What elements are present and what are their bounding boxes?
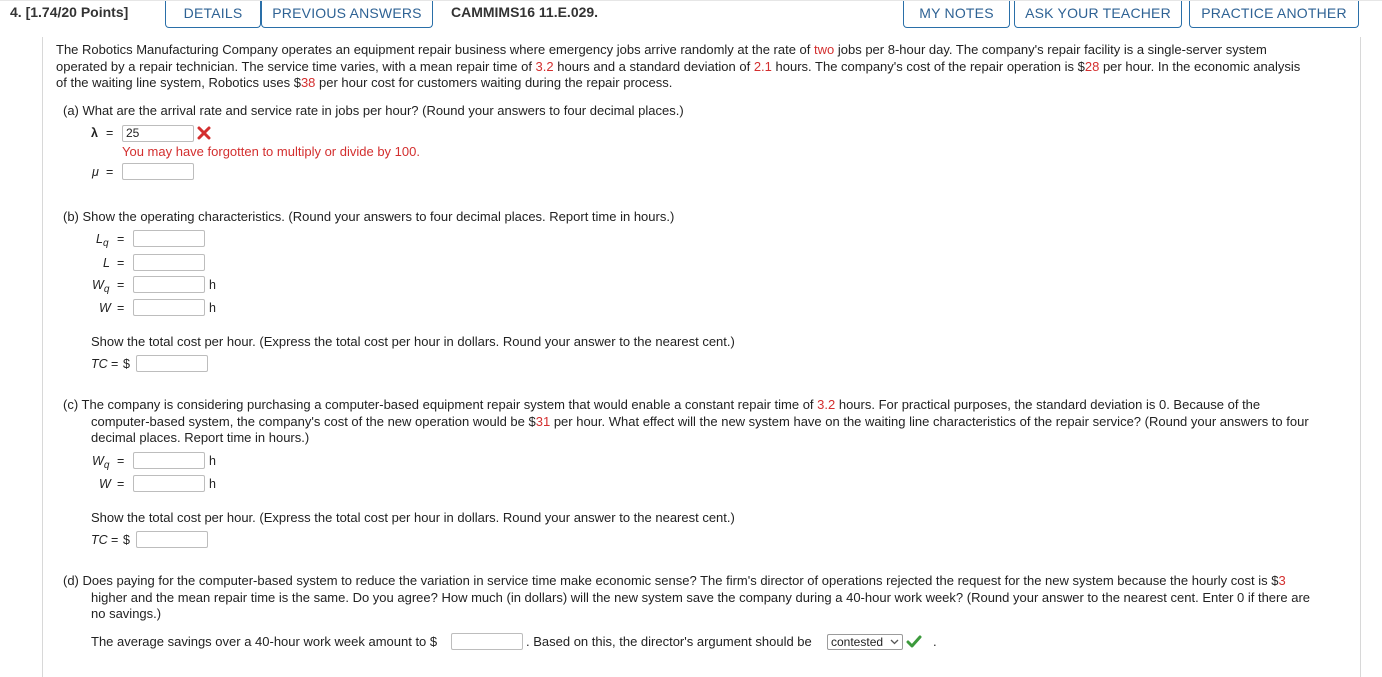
text: The Robotics Manufacturing Company operates an equipment repair business where emergency jobs arrive randomly at the rate of <box>56 42 815 57</box>
lq-subscript: q <box>102 238 109 249</box>
wq-letter: W <box>92 278 104 292</box>
wq-subscript: q <box>103 460 110 471</box>
equals: = <box>117 301 125 315</box>
incorrect-x-icon <box>197 125 211 141</box>
text: of the waiting line system, Robotics uses $ <box>56 75 301 90</box>
equals: = <box>117 454 125 468</box>
mu-input[interactable] <box>122 163 194 180</box>
part-d-line-2: higher and the mean repair time is the same. Do you agree? How much (in dollars) will the new system save the company during a 40-hour work week? (Round your answer to the nearest cent. Enter 0 if there are <box>91 589 1310 605</box>
mu-label: μ <box>92 165 99 179</box>
wq-subscript: q <box>103 284 110 295</box>
part-d-line-3: no savings.) <box>91 606 162 621</box>
text: jobs per 8-hour day. The company's repair facility is a single-server system <box>834 42 1267 57</box>
text: computer-based system, the company's cost of the new operation would be $ <box>91 413 536 429</box>
equals: = <box>117 232 125 246</box>
question-number-points: 4. [1.74/20 Points] <box>10 4 129 20</box>
lambda-label: λ <box>91 126 98 140</box>
param-cost: 28 <box>1084 58 1100 74</box>
tc-input-c[interactable] <box>136 531 208 548</box>
argument-select[interactable] <box>827 634 903 650</box>
text: per hour. What effect will the new system have on the waiting line characteristics of the repair service? (Round your answers to four <box>550 413 1309 429</box>
intro-line-1 <box>56 42 1267 59</box>
equals: = <box>111 533 119 547</box>
part-c-line-1 <box>63 397 1260 414</box>
equals: = <box>117 256 125 270</box>
equals: = <box>106 126 114 140</box>
unit-hours: h <box>209 477 216 491</box>
unit-hours: h <box>209 454 216 468</box>
equals: = <box>117 278 125 292</box>
end-period: . <box>933 634 937 649</box>
my-notes-button[interactable]: MY NOTES <box>903 1 1010 28</box>
argument-selected-value: contested <box>831 635 884 649</box>
text: hours. For practical purposes, the standard deviation is 0. Because of the <box>835 397 1261 412</box>
intro-line-3 <box>56 75 672 92</box>
l-input[interactable] <box>133 254 205 271</box>
chevron-down-icon <box>890 635 899 652</box>
param-sd: 2.1 <box>753 58 772 74</box>
wq-input-c[interactable] <box>133 452 205 469</box>
param-arrival: two <box>814 42 835 57</box>
wq-label <box>92 454 110 471</box>
param-new-cost: 31 <box>535 413 551 429</box>
param-repair-time: 3.2 <box>817 397 836 412</box>
intro-line-2 <box>56 59 1300 76</box>
previous-answers-button[interactable]: PREVIOUS ANSWERS <box>261 1 433 28</box>
details-button[interactable]: DETAILS <box>165 1 261 28</box>
savings-input[interactable] <box>451 633 523 650</box>
text: (d) Does paying for the computer-based system to reduce the variation in service time make economic sense? The firm's director of operations rejected the request for the new system because the hourly cost is $ <box>63 573 1279 588</box>
dollar-sign: $ <box>123 357 130 371</box>
lambda-input[interactable]: 25 <box>122 125 194 142</box>
tc-label: TC <box>91 357 108 371</box>
lq-label <box>96 232 109 249</box>
ask-teacher-button[interactable]: ASK YOUR TEACHER <box>1014 1 1182 28</box>
l-label: L <box>103 256 110 270</box>
text: hours and a standard deviation of <box>553 58 754 74</box>
question-header-bar <box>0 0 1382 39</box>
equals: = <box>106 165 114 179</box>
part-b-question: (b) Show the operating characteristics. (Round your answers to four decimal places. Report time in hours.) <box>63 209 675 224</box>
equals: = <box>111 357 119 371</box>
text: (c) The company is considering purchasing a computer-based equipment repair system that would enable a constant repair time of <box>63 397 818 412</box>
savings-prefix: The average savings over a 40-hour work week amount to $ <box>91 634 438 649</box>
part-a-question: (a) What are the arrival rate and service rate in jobs per hour? (Round your answers to four decimal places.) <box>63 103 684 118</box>
unit-hours: h <box>209 301 216 315</box>
error-message: You may have forgotten to multiply or divide by 100. <box>122 144 420 159</box>
part-c-line-3: decimal places. Report time in hours.) <box>91 430 310 445</box>
w-label: W <box>99 301 111 315</box>
text: hours. The company's cost of the repair operation is $ <box>771 58 1085 74</box>
w-input-c[interactable] <box>133 475 205 492</box>
w-input[interactable] <box>133 299 205 316</box>
equals: = <box>117 477 125 491</box>
lq-letter: L <box>96 232 103 246</box>
argument-prefix: . Based on this, the director's argument should be <box>526 634 812 649</box>
part-c-tc-prompt: Show the total cost per hour. (Express the total cost per hour in dollars. Round your answer to the nearest cent.) <box>91 510 735 525</box>
unit-hours: h <box>209 278 216 292</box>
correct-check-icon <box>906 635 922 649</box>
lq-input[interactable] <box>133 230 205 247</box>
param-cost-diff: 3 <box>1278 573 1286 588</box>
wq-letter: W <box>92 454 104 468</box>
part-c-line-2 <box>91 414 1309 431</box>
wq-label <box>92 278 110 295</box>
text: operated by a repair technician. The service time varies, with a mean repair time of <box>56 58 536 74</box>
question-id: CAMMIMS16 11.E.029. <box>451 4 599 20</box>
text: per hour cost for customers waiting during the repair process. <box>315 75 673 90</box>
text: per hour. In the economic analysis <box>1099 58 1301 74</box>
part-b-tc-prompt: Show the total cost per hour. (Express the total cost per hour in dollars. Round your answer to the nearest cent.) <box>91 334 735 349</box>
part-d-line-1 <box>63 573 1286 590</box>
tc-input-b[interactable] <box>136 355 208 372</box>
practice-another-button[interactable]: PRACTICE ANOTHER <box>1189 1 1359 28</box>
w-label: W <box>99 477 111 491</box>
param-mean: 3.2 <box>535 58 554 74</box>
dollar-sign: $ <box>123 533 130 547</box>
tc-label: TC <box>91 533 108 547</box>
param-wait-cost: 38 <box>300 75 316 90</box>
wq-input[interactable] <box>133 276 205 293</box>
